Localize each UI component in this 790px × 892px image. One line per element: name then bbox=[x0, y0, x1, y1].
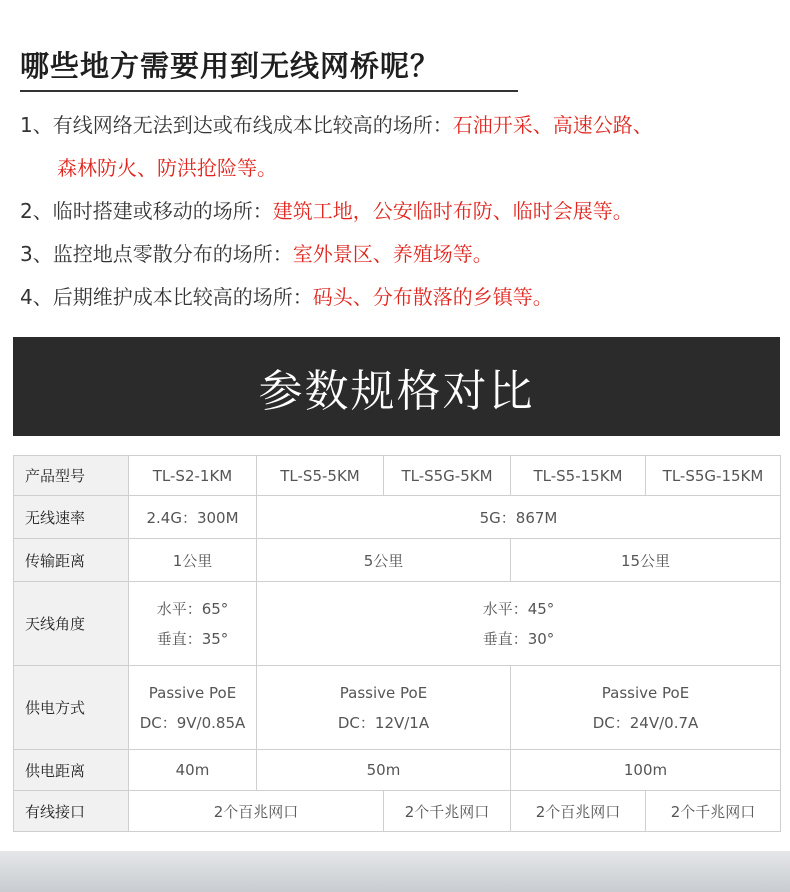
power-distance-cell: 50m bbox=[257, 750, 511, 791]
table-row-distance bbox=[14, 539, 781, 582]
usage-line-4-highlight: 码头、分布散落的乡镇等。 bbox=[312, 285, 553, 309]
model-cell: TL-S5-15KM bbox=[511, 456, 646, 496]
model-cell: TL-S5G-5KM bbox=[384, 456, 511, 496]
heading-underline bbox=[20, 90, 518, 92]
power-distance-label: 供电距离 bbox=[14, 750, 129, 791]
spec-table bbox=[13, 455, 781, 832]
table-row-power bbox=[14, 666, 781, 750]
table-row-rate bbox=[14, 496, 781, 539]
angle-label: 天线角度 bbox=[14, 582, 129, 666]
power-dc: DC：9V/0.85A bbox=[139, 713, 246, 732]
port-cell: 2个百兆网口 bbox=[129, 791, 384, 832]
table-row-power-distance bbox=[14, 750, 781, 791]
usage-line-1-text: 1、有线网络无法到达或布线成本比较高的场所： bbox=[20, 113, 453, 137]
power-dc: DC：24V/0.7A bbox=[592, 713, 699, 732]
distance-cell: 1公里 bbox=[129, 539, 257, 582]
power-cell bbox=[257, 666, 511, 750]
rate-cell-24g: 2.4G：300M bbox=[129, 496, 257, 539]
model-cell: TL-S2-1KM bbox=[129, 456, 257, 496]
usage-line-1-highlight: 石油开采、高速公路、 bbox=[452, 113, 653, 137]
angle-horizontal: 水平：45° bbox=[482, 599, 555, 618]
port-label: 有线接口 bbox=[14, 791, 129, 832]
spec-banner-title: 参数规格对比 bbox=[258, 365, 535, 417]
power-distance-cell: 40m bbox=[129, 750, 257, 791]
power-cell bbox=[129, 666, 257, 750]
power-dc: DC：12V/1A bbox=[337, 713, 430, 732]
power-label: 供电方式 bbox=[14, 666, 129, 750]
port-cell: 2个百兆网口 bbox=[511, 791, 646, 832]
table-row-angle bbox=[14, 582, 781, 666]
usage-line-4 bbox=[20, 285, 553, 309]
angle-cell bbox=[129, 582, 257, 666]
angle-vertical: 垂直：30° bbox=[482, 629, 555, 648]
angle-vertical: 垂直：35° bbox=[156, 629, 229, 648]
model-label: 产品型号 bbox=[14, 456, 129, 496]
usage-line-1-cont-highlight: 森林防火、防洪抢险等。 bbox=[57, 156, 277, 180]
usage-line-3-text: 3、监控地点零散分布的场所： bbox=[20, 242, 293, 266]
usage-line-3-highlight: 室外景区、养殖场等。 bbox=[292, 242, 493, 266]
rate-cell-5g: 5G：867M bbox=[257, 496, 781, 539]
distance-cell: 15公里 bbox=[511, 539, 781, 582]
angle-horizontal: 水平：65° bbox=[156, 599, 229, 618]
table-row-ports bbox=[14, 791, 781, 832]
bottom-image-strip bbox=[0, 851, 790, 892]
rate-label: 无线速率 bbox=[14, 496, 129, 539]
power-type: Passive PoE bbox=[148, 683, 237, 702]
power-distance-cell: 100m bbox=[511, 750, 781, 791]
table-row-model bbox=[14, 456, 781, 496]
usage-line-2-text: 2、临时搭建或移动的场所： bbox=[20, 199, 273, 223]
model-cell: TL-S5-5KM bbox=[257, 456, 384, 496]
usage-line-2 bbox=[20, 199, 633, 223]
spec-banner bbox=[13, 337, 780, 436]
power-type: Passive PoE bbox=[601, 683, 690, 702]
power-cell bbox=[511, 666, 781, 750]
page-heading: 哪些地方需要用到无线网桥呢？ bbox=[20, 49, 441, 83]
usage-line-1 bbox=[20, 113, 653, 137]
port-cell: 2个千兆网口 bbox=[384, 791, 511, 832]
usage-line-4-text: 4、后期维护成本比较高的场所： bbox=[20, 285, 313, 309]
distance-label: 传输距离 bbox=[14, 539, 129, 582]
port-cell: 2个千兆网口 bbox=[646, 791, 781, 832]
usage-line-1-cont bbox=[57, 156, 277, 180]
angle-cell bbox=[257, 582, 781, 666]
model-cell: TL-S5G-15KM bbox=[646, 456, 781, 496]
power-type: Passive PoE bbox=[339, 683, 428, 702]
usage-line-3 bbox=[20, 242, 493, 266]
usage-line-2-highlight: 建筑工地，公安临时布防、临时会展等。 bbox=[272, 199, 633, 223]
distance-cell: 5公里 bbox=[257, 539, 511, 582]
